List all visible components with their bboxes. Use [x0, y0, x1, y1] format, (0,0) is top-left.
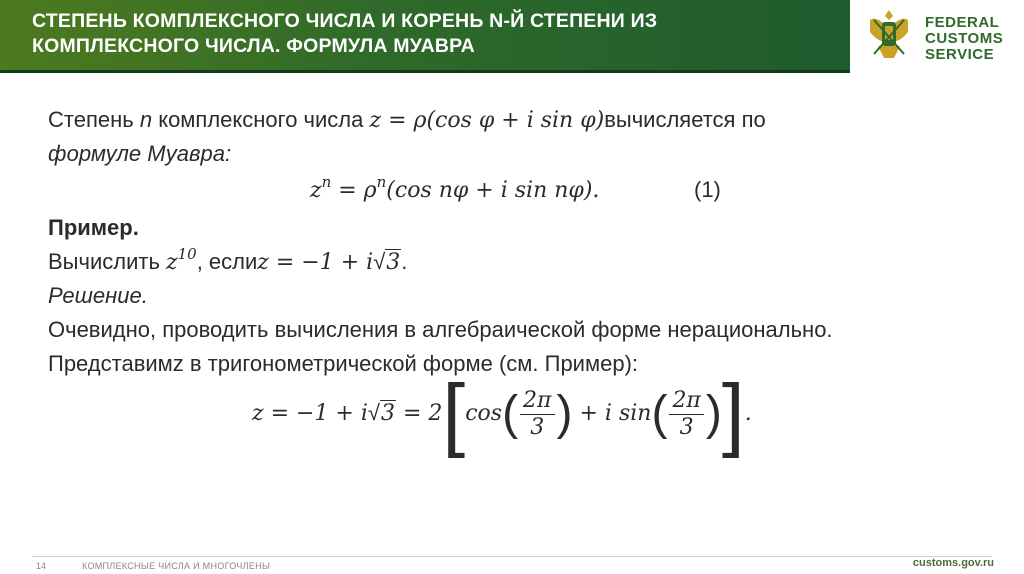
- text-computed-by: вычисляется по: [604, 107, 766, 132]
- left-bracket: [: [442, 368, 466, 460]
- paragraph-obvious: Очевидно, проводить вычисления в алгебраической форме нерационально.: [48, 317, 833, 342]
- formula2-sqrt-value: 3: [380, 401, 395, 426]
- eagle-emblem-icon: [864, 6, 914, 64]
- slide-title-line-2: КОМПЛЕКСНОГО ЧИСЛА. ФОРМУЛА МУАВРА: [32, 35, 475, 57]
- formula2-eq: = 2: [395, 401, 443, 426]
- formula-moivre: [310, 173, 599, 208]
- example-label: Пример.: [48, 215, 139, 240]
- sqrt-symbol-2: √3: [367, 400, 395, 426]
- fraction-1-den: 3: [530, 414, 545, 440]
- fraction-1: [520, 388, 554, 441]
- task-z: z: [166, 250, 178, 275]
- task-formula: z = −1 + i: [257, 250, 374, 275]
- var-n: n: [139, 107, 153, 132]
- paragraph-represent: Представимz в тригонометрической форме (см. Пример):: [48, 351, 639, 376]
- slide-title: [32, 9, 832, 59]
- slide-header: [0, 0, 850, 70]
- text-degree: Степень: [48, 107, 140, 132]
- task-exponent: 10: [177, 245, 197, 263]
- fraction-2-den: 3: [679, 414, 694, 440]
- task-sqrt-value: 3: [386, 250, 401, 275]
- solution-label: Решение.: [48, 283, 148, 308]
- logo-text: [925, 15, 1003, 63]
- formula-moivre-exp: n: [321, 173, 332, 191]
- footer-site: customs.gov.ru: [912, 557, 994, 569]
- formula-moivre-z: z: [310, 178, 322, 203]
- paragraph-task: [48, 245, 407, 280]
- logo-text-line-3: SERVICE: [925, 46, 995, 63]
- formula-moivre-exp2: n: [376, 173, 387, 191]
- formula2-period: .: [744, 401, 752, 426]
- formula-moivre-rest: (cos nφ + i sin nφ).: [386, 178, 600, 203]
- formula2-cos: cos: [465, 401, 503, 426]
- text-compute: Вычислить: [48, 249, 167, 274]
- text-complex-number: комплексного числа: [152, 107, 370, 132]
- logo-text-line-2: CUSTOMS: [925, 30, 1004, 47]
- formula2-start: z = −1 + i: [252, 401, 368, 426]
- formula-trig-result: z = −1 + i√3 = 2[cos( $\frac{2\pi}{3}$ ) + i sin( $\frac{2\pi}{3}$ )].: [252, 368, 752, 460]
- fraction-1-num: 2π: [520, 388, 554, 415]
- text-if: , если: [196, 249, 258, 274]
- header-divider: [0, 70, 850, 73]
- paragraph-moivre-label: формуле Муавра:: [48, 141, 232, 166]
- logo-text-line-1: FEDERAL: [925, 14, 1000, 31]
- paragraph-degree: [48, 103, 766, 138]
- fraction-2: [669, 388, 703, 441]
- task-period: .: [401, 249, 408, 274]
- footer-divider: [32, 556, 992, 557]
- formula-number: (1): [694, 177, 721, 202]
- page-number: 14: [36, 561, 47, 571]
- formula-moivre-rho: = ρ: [331, 178, 377, 203]
- footer-section: КОМПЛЕКСНЫЕ ЧИСЛА И МНОГОЧЛЕНЫ: [82, 561, 271, 571]
- formula-trig-form: z = ρ(cos φ + i sin φ): [369, 108, 605, 133]
- formula2-plus-isin: + i sin: [572, 401, 652, 426]
- right-bracket: ]: [721, 368, 745, 460]
- fraction-2-num: 2π: [669, 388, 703, 415]
- slide-title-line-1: СТЕПЕНЬ КОМПЛЕКСНОГО ЧИСЛА И КОРЕНЬ N-Й СТЕПЕНИ ИЗ: [32, 10, 658, 32]
- sqrt-symbol: √3: [373, 249, 401, 275]
